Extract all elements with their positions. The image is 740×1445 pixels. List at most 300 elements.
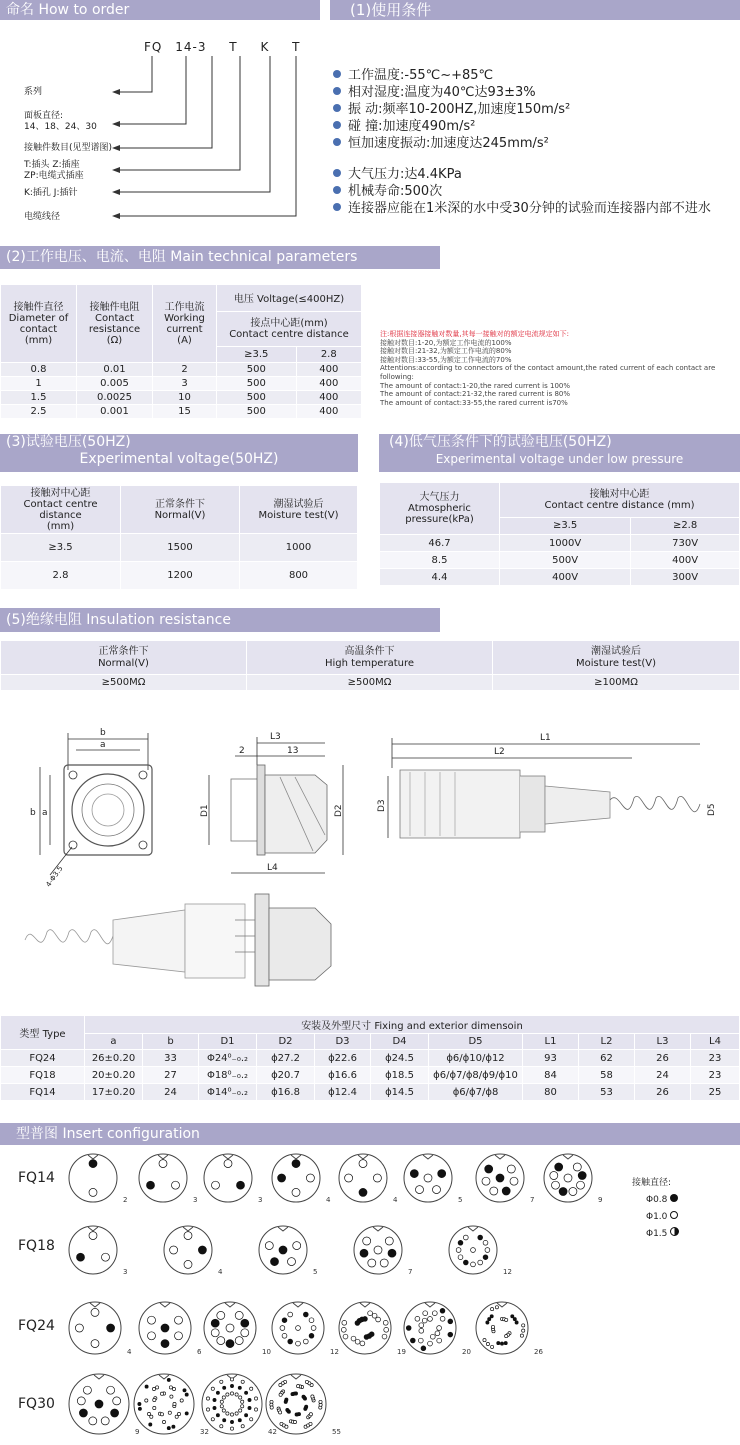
contact-pin	[170, 1395, 173, 1398]
bullet-icon	[333, 121, 341, 129]
insert-count-label: 4	[127, 1348, 132, 1356]
contact-pin	[230, 1427, 233, 1430]
contact-pin	[235, 1412, 238, 1415]
label-tz: T:插头 Z:插座	[24, 160, 80, 170]
contact-pin	[175, 1415, 178, 1418]
contact-pin	[170, 1246, 178, 1254]
contact-pin	[418, 1338, 423, 1343]
insert-count-label: 6	[197, 1348, 202, 1356]
contact-pin	[515, 1321, 518, 1324]
insert-count-label: 10	[262, 1348, 271, 1356]
contact-pin	[510, 1177, 518, 1185]
solid-dot-icon	[670, 1194, 678, 1202]
contact-pin	[458, 1240, 463, 1245]
contact-pin	[363, 1237, 371, 1245]
contact-pin	[578, 1172, 586, 1180]
contact-pin	[270, 1406, 273, 1409]
contact-pin	[374, 1246, 382, 1254]
insert-count-label: 7	[408, 1268, 413, 1276]
contact-pin	[293, 1242, 301, 1250]
section3-title: (3)试验电压(50HZ)	[6, 434, 131, 450]
code-t: T	[229, 40, 238, 54]
contact-pin	[149, 1423, 152, 1426]
current-note: 注:根据连接器接触对数量,其每一接触对的额定电流规定如下: 接触对数目:1-20,为额定工作电流的100% 接触对数目:21-32,为额定工作电流的80% 接触对数目:33-55,为额定工作电流的70% Attentions:according to connectors of the contact amount,the rated current of each contact are following: The amount of contact:1-20,the rared current is 100% The amount of contact:21-32,the rared current is 80% The amount of contact:33-55,the rared current is70%	[380, 330, 716, 407]
condition-item: 相对湿度:温度为40℃达93±3%	[333, 81, 536, 100]
contact-pin	[223, 1386, 226, 1389]
contact-pin	[424, 1174, 432, 1182]
side-view-drawing	[195, 725, 355, 885]
contact-pin	[421, 1346, 426, 1351]
dim-label-a-side: a	[42, 808, 48, 818]
contact-pin	[230, 1378, 233, 1381]
contact-pin	[491, 1308, 494, 1311]
contact-pin	[478, 1260, 483, 1265]
table-row: ≥3.5 1500 1000	[1, 534, 358, 562]
group-label-fq14: FQ14	[18, 1170, 55, 1186]
contact-pin	[172, 1425, 175, 1428]
code-t2: T	[292, 40, 301, 54]
order-title-band	[0, 0, 320, 20]
contact-pin	[507, 1165, 515, 1173]
contact-pin	[504, 1342, 507, 1345]
contact-pin	[241, 1319, 249, 1327]
contact-pin	[416, 1186, 424, 1194]
contact-pin	[319, 1400, 322, 1403]
contact-pin	[483, 1240, 488, 1245]
contact-pin	[138, 1402, 141, 1405]
contact-pin	[360, 1341, 365, 1346]
insert-count-label: 9	[135, 1428, 140, 1436]
contact-pin	[75, 1324, 83, 1332]
contact-pin	[238, 1419, 241, 1422]
half-dot-icon	[670, 1227, 679, 1236]
contact-pin	[217, 1311, 225, 1319]
contact-pin	[172, 1181, 180, 1189]
insert-count-label: 55	[332, 1428, 341, 1436]
contact-pin	[486, 1321, 489, 1324]
contact-pin	[382, 1334, 387, 1339]
insert-title: 型普图 Insert configuration	[16, 1126, 200, 1142]
contact-pin	[463, 1260, 468, 1265]
contact-pin	[237, 1181, 245, 1189]
bullet-icon	[333, 138, 341, 146]
contact-pin	[175, 1332, 183, 1340]
group-label-fq30: FQ30	[18, 1396, 55, 1412]
contact-pin	[448, 1332, 453, 1337]
contact-pin	[485, 1248, 490, 1253]
contact-pin	[172, 1387, 175, 1390]
contact-pin	[564, 1174, 572, 1182]
contact-pin	[89, 1160, 97, 1168]
experimental-voltage-table: 接触对中心距 Contact centre distance (mm) 正常条件下 Normal(V) 潮湿试验后 Moisture test(V) ≥3.5 1500 1000 2.8 1200 800	[0, 485, 358, 590]
code-k: K	[260, 40, 270, 54]
bullet-icon	[333, 203, 341, 211]
contact-pin	[185, 1412, 188, 1415]
contact-pin	[278, 1174, 286, 1182]
table-row: 0.8 0.01 2 500 400	[1, 363, 362, 377]
contact-pin	[230, 1392, 233, 1395]
contact-pin	[341, 1327, 346, 1332]
contact-pin	[235, 1311, 243, 1319]
contact-pin	[147, 1412, 150, 1415]
contact-pin	[569, 1188, 577, 1196]
front-view-drawing	[20, 725, 170, 890]
contact-pin	[428, 1317, 433, 1322]
condition-item: 工作温度:-55℃~+85℃	[333, 64, 493, 83]
dim-label-d5: D5	[707, 803, 717, 816]
contact-pin	[522, 1329, 525, 1332]
contact-pin	[160, 1413, 163, 1416]
contact-pin	[291, 1393, 294, 1396]
insert-count-label: 4	[393, 1196, 398, 1204]
contact-pin	[559, 1188, 567, 1196]
contact-pin	[153, 1406, 156, 1409]
dim-label-l1: L1	[540, 733, 551, 743]
contact-pin	[440, 1308, 445, 1313]
contact-pin	[241, 1329, 249, 1337]
label-zp: ZP:电缆式插座	[24, 171, 84, 181]
contact-pin	[235, 1393, 238, 1396]
dim-label-d2: D2	[334, 804, 344, 817]
legend-title: 接触直径:	[632, 1178, 672, 1188]
contact-pin	[297, 1413, 300, 1416]
contact-pin	[303, 1312, 308, 1317]
contact-pin	[279, 1393, 282, 1396]
contact-pin	[415, 1316, 420, 1321]
insert-count-label: 7	[530, 1196, 535, 1204]
contact-pin	[550, 1172, 558, 1180]
dim-label-l3: L3	[270, 732, 281, 742]
contact-pin	[211, 1387, 214, 1390]
contact-pin	[463, 1235, 468, 1240]
insert-count-label: 12	[503, 1268, 512, 1276]
contact-pin	[419, 1323, 424, 1328]
contact-pin	[458, 1255, 463, 1260]
section2-title: (2)工作电压、电流、电阻 Main technical parameters	[6, 249, 358, 265]
contact-pin	[369, 1332, 374, 1337]
table-row: 4.4 400V 300V	[380, 569, 740, 586]
contact-pin	[368, 1259, 376, 1267]
table-row: 8.5 500V 400V	[380, 552, 740, 569]
dim-label-d3: D3	[377, 799, 387, 812]
contact-pin	[216, 1414, 219, 1417]
contact-pin	[222, 1409, 225, 1412]
section3-subtitle: Experimental voltage(50HZ)	[79, 451, 279, 467]
contact-pin	[148, 1316, 156, 1324]
contact-pin	[89, 1188, 97, 1196]
section3-band	[0, 434, 358, 472]
contact-pin	[573, 1163, 581, 1171]
insert-count-label: 5	[313, 1268, 318, 1276]
contact-pin	[265, 1242, 273, 1250]
contact-pin	[513, 1318, 516, 1321]
contact-pin	[235, 1337, 243, 1345]
contact-pin	[183, 1389, 186, 1392]
contact-pin	[161, 1324, 169, 1332]
contact-pin	[309, 1413, 312, 1416]
contact-pin	[502, 1187, 510, 1195]
contact-pin	[145, 1399, 148, 1402]
dim-label-13: 13	[287, 746, 299, 756]
conditions-title-band	[330, 0, 740, 20]
label-series: 系列	[24, 87, 43, 97]
dimensions-table: 类型 Type 安装及外型尺寸 Fixing and exterior dimensoin a b D1 D2 D3 D4 D5 L1 L2 L3 L4 FQ24 26±0.20 33 Φ24⁰₋₀.₂ ϕ27.2 ϕ22.6 ϕ24.5 ϕ6/ϕ10/ϕ12 93 62 26 23 FQ18 20±0.20 27 Φ18⁰₋₀.₂ ϕ20.7 ϕ16.6 ϕ18.5 ϕ6/ϕ7/ϕ8/ϕ9/ϕ10 84 58 24 23 FQ14 17±0.20 24 Φ14⁰₋₀.₂ ϕ16.8 ϕ12.4 ϕ14.5 ϕ6/ϕ7/ϕ8 80 53 26 25	[0, 1015, 740, 1101]
contact-pin	[280, 1326, 285, 1331]
contact-pin	[296, 1341, 301, 1346]
contact-pin	[217, 1337, 225, 1345]
contact-pin	[355, 1321, 360, 1326]
insert-count-label: 19	[397, 1348, 406, 1356]
contact-pin	[496, 1174, 504, 1182]
contact-pin	[485, 1165, 493, 1173]
contact-pin	[440, 1316, 445, 1321]
contact-pin	[138, 1407, 141, 1410]
contact-pin	[355, 1339, 360, 1344]
contact-pin	[226, 1412, 229, 1415]
contact-pin	[309, 1422, 312, 1425]
contact-pin	[150, 1415, 153, 1418]
contact-pin	[152, 1387, 155, 1390]
dim-label-holes: 4-Φ3.5	[44, 864, 65, 889]
contact-pin	[239, 1409, 242, 1412]
contact-pin	[95, 1400, 103, 1408]
contact-pin	[296, 1326, 301, 1331]
dim-label-a: a	[100, 740, 106, 750]
contact-pin	[419, 1328, 424, 1333]
contact-pin	[230, 1413, 233, 1416]
contact-pin	[159, 1160, 167, 1168]
contact-pin	[226, 1324, 234, 1332]
contact-pin	[175, 1316, 183, 1324]
low-pressure-table: 大气压力 Atmospheric pressure(kPa) 接触对中心距 Contact centre distance (mm) ≥3.5 ≥2.8 46.7 1000V 730V 8.5 500V 400V 4.4 400V 300V	[379, 482, 740, 586]
contact-pin	[490, 1187, 498, 1195]
table-row: FQ14 17±0.20 24 Φ14⁰₋₀.₂ ϕ16.8 ϕ12.4 ϕ14.5 ϕ6/ϕ7/ϕ8 80 53 26 25	[1, 1084, 740, 1101]
contact-pin	[279, 1383, 282, 1386]
contact-pin	[293, 1420, 296, 1423]
contact-pin	[511, 1315, 514, 1318]
contact-pin	[423, 1311, 428, 1316]
contact-pin	[368, 1311, 373, 1316]
condition-item: 大气压力:达4.4KPa	[333, 163, 462, 182]
contact-pin	[433, 1186, 441, 1194]
order-title: 命名 How to order	[6, 2, 130, 18]
contact-pin	[520, 1334, 523, 1337]
contact-pin	[422, 1318, 427, 1323]
contact-pin	[284, 1400, 287, 1403]
contact-pin	[160, 1392, 163, 1395]
contact-pin	[220, 1400, 223, 1403]
contact-pin	[288, 1312, 293, 1317]
contact-pin	[282, 1318, 287, 1323]
contact-pin	[226, 1340, 234, 1348]
hollow-dot-icon	[670, 1211, 678, 1219]
contact-pin	[437, 1338, 442, 1343]
table-row: 46.7 1000V 730V	[380, 535, 740, 552]
table-row: 1 0.005 3 500 400	[1, 377, 362, 391]
contact-pin	[448, 1319, 453, 1324]
bullet-icon	[333, 186, 341, 194]
table-row: 2.5 0.001 15 500 400	[1, 405, 362, 419]
dim-label-2: 2	[239, 746, 245, 756]
contact-pin	[212, 1181, 220, 1189]
contact-pin	[305, 1380, 308, 1383]
insert-count-label: 26	[534, 1348, 543, 1356]
contact-pin	[177, 1412, 180, 1415]
contact-pin	[156, 1386, 159, 1389]
insert-count-label: 4	[326, 1196, 331, 1204]
contact-pin	[288, 1258, 296, 1266]
contact-pin	[345, 1174, 353, 1182]
group-label-fq18: FQ18	[18, 1238, 55, 1254]
insert-count-label: 4	[218, 1268, 223, 1276]
contact-pin	[279, 1246, 287, 1254]
contact-pin	[102, 1253, 110, 1261]
contact-pin	[241, 1405, 244, 1408]
contact-pin	[483, 1339, 486, 1342]
code-series: FQ	[144, 40, 163, 54]
legend-item: Φ1.5	[632, 1226, 679, 1243]
contact-pin	[491, 1345, 494, 1348]
label-kj: K:插孔 J:插针	[24, 188, 78, 198]
insert-count-label: 5	[458, 1196, 463, 1204]
label-count: 接触件数目(见型谱图)	[24, 143, 113, 153]
contact-pin	[211, 1418, 214, 1421]
contact-pin	[91, 1308, 99, 1316]
insert-count-label: 2	[123, 1196, 128, 1204]
contact-pin	[383, 1320, 388, 1325]
contact-pin	[223, 1419, 226, 1422]
order-leader-lines	[0, 52, 320, 227]
contact-pin	[107, 1386, 115, 1394]
contact-pin	[577, 1181, 585, 1189]
code-size: 14	[175, 40, 193, 54]
contact-pin	[279, 1411, 282, 1414]
section5-title: (5)绝缘电阻 Insulation resistance	[6, 612, 231, 628]
contact-pin	[385, 1237, 393, 1245]
dim-label-l2: L2	[494, 747, 505, 757]
condition-item: 振 动:频率10-200HZ,加速度150m/s²	[333, 98, 570, 117]
contact-pin	[478, 1235, 483, 1240]
table-row: ≥500MΩ ≥500MΩ ≥100MΩ	[1, 675, 740, 691]
contact-pin	[471, 1262, 476, 1267]
contact-pin	[500, 1342, 503, 1345]
contact-pin	[435, 1331, 440, 1336]
dim-label-l4: L4	[267, 863, 278, 873]
contact-pin	[213, 1406, 216, 1409]
dim-label-b: b	[100, 728, 106, 738]
insert-count-label: 20	[462, 1348, 471, 1356]
contact-pin	[230, 1384, 233, 1387]
contact-pin	[173, 1402, 176, 1405]
contact-pin	[305, 1405, 308, 1408]
table-row: 2.8 1200 800	[1, 562, 358, 590]
contact-pin	[220, 1405, 223, 1408]
contact-pin	[311, 1326, 316, 1331]
section5-band	[0, 608, 440, 632]
contact-pin	[161, 1340, 169, 1348]
contact-pin	[167, 1378, 170, 1381]
contact-pin	[430, 1334, 435, 1339]
insert-band	[0, 1123, 740, 1145]
contact-pin	[342, 1320, 347, 1325]
contact-pin	[490, 1315, 493, 1318]
contact-pin	[438, 1170, 446, 1178]
bullet-icon	[333, 169, 341, 177]
contact-pin	[89, 1232, 97, 1240]
code-count: 3	[197, 40, 207, 54]
contact-pin	[83, 1386, 91, 1394]
conditions-title: (1)使用条件	[350, 1, 432, 19]
section2-band	[0, 246, 440, 269]
contact-pin	[309, 1333, 314, 1338]
contact-pin	[206, 1408, 209, 1411]
insulation-table: 正常条件下 Normal(V) 高温条件下 High temperature 潮湿试验后 Moisture test(V) ≥500MΩ ≥500MΩ ≥100MΩ	[0, 640, 740, 691]
contact-pin	[360, 1249, 368, 1257]
contact-pin	[359, 1188, 367, 1196]
bullet-icon	[333, 87, 341, 95]
contact-pin	[292, 1160, 300, 1168]
contact-pin	[495, 1306, 498, 1309]
contact-pin	[282, 1333, 287, 1338]
contact-pin	[311, 1395, 314, 1398]
contact-pin	[285, 1425, 288, 1428]
contact-pin	[153, 1398, 156, 1401]
contact-pin	[486, 1342, 489, 1345]
contact-pin	[410, 1170, 418, 1178]
contact-pin	[491, 1325, 494, 1328]
contact-pin	[302, 1395, 305, 1398]
contact-pin	[211, 1319, 219, 1327]
contact-pin	[148, 1332, 156, 1340]
contact-pin	[505, 1318, 508, 1321]
dim-label-b-side: b	[30, 808, 36, 818]
contact-pin	[220, 1425, 223, 1428]
group-label-fq24: FQ24	[18, 1318, 55, 1334]
bullet-icon	[333, 104, 341, 112]
condition-item: 连接器应能在1米深的水中受30分钟的试验而连接器内部不进水	[333, 197, 711, 216]
contact-pin	[77, 1397, 85, 1405]
insert-count-label: 3	[258, 1196, 263, 1204]
insert-count-label: 32	[200, 1428, 209, 1436]
code-dash: -	[192, 40, 198, 54]
contact-pin	[380, 1259, 388, 1267]
table-row: FQ24 26±0.20 33 Φ24⁰₋₀.₂ ϕ27.2 ϕ22.6 ϕ24.5 ϕ6/ϕ10/ϕ12 93 62 26 23	[1, 1050, 740, 1067]
contact-pin	[185, 1393, 188, 1396]
contact-pin	[552, 1181, 560, 1189]
contact-pin	[410, 1338, 415, 1343]
section4-title: (4)低气压条件下的试验电压(50HZ)	[389, 434, 612, 450]
insert-count-label: 9	[598, 1196, 603, 1204]
contact-pin	[373, 1174, 381, 1182]
contact-pin	[168, 1411, 171, 1414]
contact-pin	[77, 1253, 85, 1261]
legend-item: Φ0.8	[632, 1192, 679, 1209]
contact-pin	[306, 1174, 314, 1182]
bullet-icon	[333, 70, 341, 78]
contact-pin	[91, 1340, 99, 1348]
contact-pin	[238, 1386, 241, 1389]
contact-pin	[226, 1393, 229, 1396]
contact-pin	[211, 1329, 219, 1337]
contact-pin	[343, 1334, 348, 1339]
contact-pin	[309, 1318, 314, 1323]
contact-pin	[111, 1409, 119, 1417]
contact-pin	[206, 1397, 209, 1400]
contact-pin	[292, 1188, 300, 1196]
label-panel: 面板直径:	[24, 111, 64, 121]
insert-count-label: 42	[268, 1428, 277, 1436]
contact-pin	[184, 1232, 192, 1240]
